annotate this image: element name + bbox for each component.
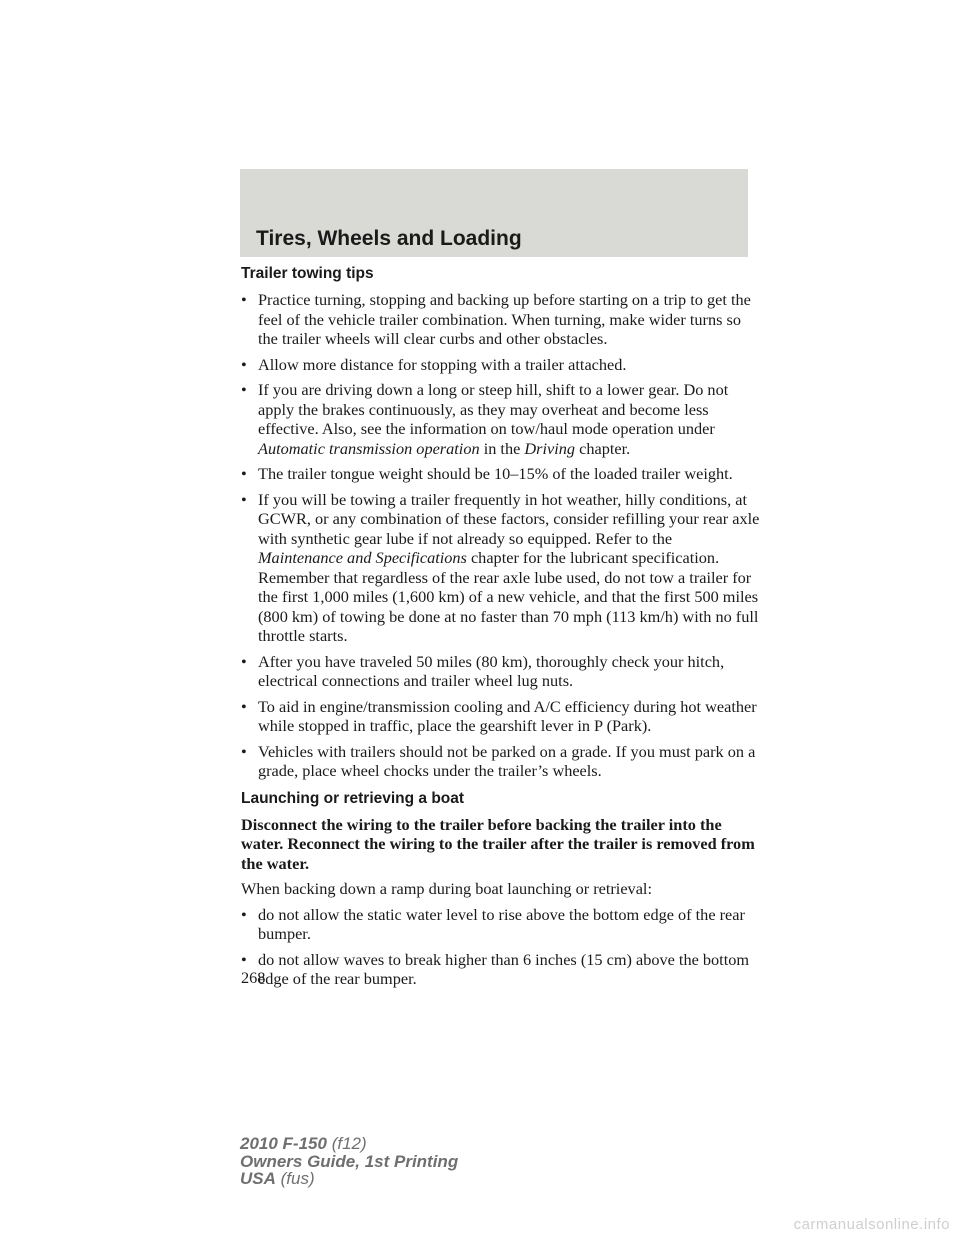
list-item [241,742,761,781]
footer-guide: Owners Guide, 1st Printing [240,1151,459,1171]
list-item-text: If you will be towing a trailer frequently in hot weather, hilly conditions, at GCWR, or any combination of these factors, consider refilling your rear axle with synthetic gear lube if not already so equipped. Refer to the [258,489,760,548]
footer-model: 2010 F-150 [240,1134,327,1153]
bullet-icon: • [241,464,247,483]
section-heading-trailer-towing-tips: Trailer towing tips [241,265,374,282]
bullet-icon: • [241,290,247,309]
list-item [241,464,761,484]
list-item-text: To aid in engine/transmission cooling and A/C efficiency during hot weather while stopped in traffic, place the gearshift lever in P (Park). [258,696,757,735]
list-item [241,490,761,646]
ramp-intro-paragraph: When backing down a ramp during boat launching or retrieval: [241,879,652,898]
chapter-reference: Automatic transmission operation [258,438,480,458]
boat-launch-list [241,905,761,989]
list-item [241,652,761,691]
footer-market-code: (fus) [280,1169,315,1188]
bullet-icon: • [241,380,247,399]
wiring-warning-paragraph: Disconnect the wiring to the trailer before backing the trailer into the water. Reconnect the wiring to the trailer after the trailer is removed from the water. [241,814,755,873]
chapter-reference: Maintenance and Specifications [258,548,467,567]
bullet-icon: • [241,354,247,374]
bullet-icon: • [241,651,247,671]
list-item-text: Allow more distance for stopping with a trailer attached. [258,354,627,374]
list-item-text: The trailer tongue weight should be 10–15% of the loaded trailer weight. [258,464,733,483]
chapter-header-band [240,169,748,257]
bullet-icon: • [241,741,247,761]
list-item-text: If you are driving down a long or steep hill, shift to a lower gear. Do not apply the brakes continuously, as they may overheat and become less effective. Also, see the information on tow/haul mode operation under [258,380,729,438]
list-item [241,905,761,944]
bullet-icon: • [241,696,247,716]
list-item-text: chapter. [575,438,631,458]
bullet-icon: • [241,949,247,969]
watermark: carmanualsonline.info [793,1216,950,1233]
bullet-icon: • [241,489,247,509]
footer-market: USA [240,1169,276,1188]
section-heading-launching-boat: Launching or retrieving a boat [241,789,465,807]
footer-model-code: (f12) [331,1134,367,1153]
list-item [241,697,761,736]
list-item [241,355,761,375]
list-item [241,380,761,458]
trailer-tips-list [241,290,761,781]
bullet-icon: • [241,904,247,924]
chapter-title: Tires, Wheels and Loading [256,227,522,250]
document-footer [240,1135,458,1188]
list-item [241,290,761,349]
page-number: 268 [241,968,266,987]
list-item-text: in the [479,438,525,458]
list-item-text: do not allow waves to break higher than 6 inches (15 cm) above the bottom edge of the rear bumper. [258,949,750,988]
page-content [241,264,761,995]
list-item-text: chapter for the lubricant specification. Remember that regardless of the rear axle lube used, do not tow a trailer for the first 1,000 miles (1,600 km) of a new vehicle, and that the first 500 miles (800 km) of towing be done at no faster than 70 mph (113 km/h) with no full throttle starts. [258,548,759,645]
chapter-reference: Driving [524,438,576,458]
list-item-text: After you have traveled 50 miles (80 km), thoroughly check your hitch, electrical connections and trailer wheel lug nuts. [258,651,725,690]
list-item-text: do not allow the static water level to rise above the bottom edge of the rear bumper. [258,904,745,943]
list-item-text: Vehicles with trailers should not be parked on a grade. If you must park on a grade, place wheel chocks under the trailer’s wheels. [258,741,756,780]
list-item [241,950,761,989]
list-item-text: Practice turning, stopping and backing up before starting on a trip to get the feel of the vehicle trailer combination. When turning, make wider turns so the trailer wheels will clear curbs and other obstacles. [258,290,751,348]
